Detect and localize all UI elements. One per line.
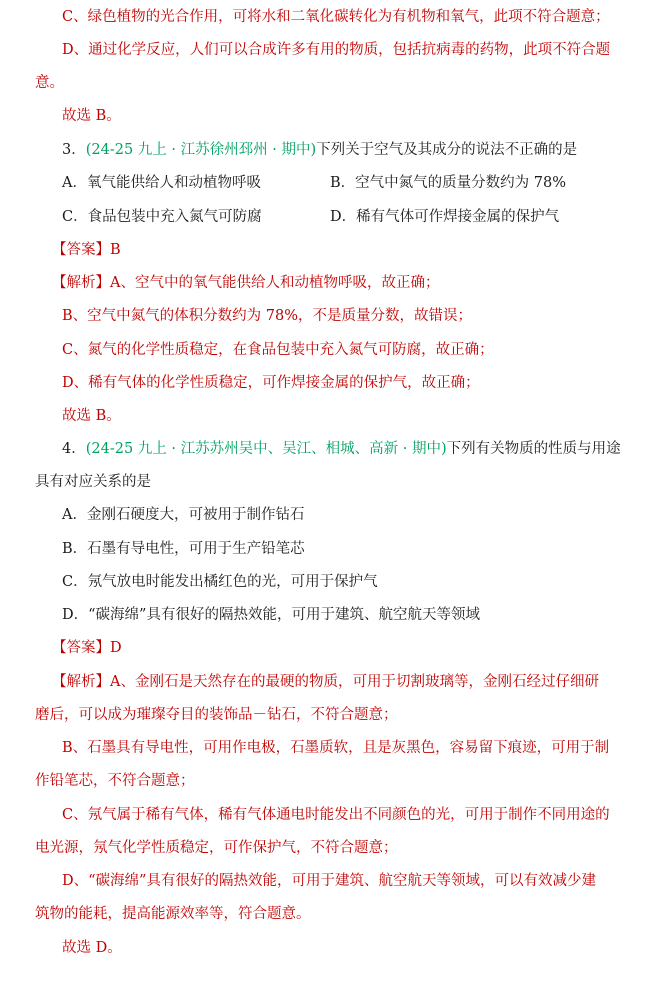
q4-option-a: A．金刚石硬度大，可被用于制作钻石: [62, 507, 305, 523]
q4-stem-line1: [62, 439, 621, 459]
q3-answer: 【答案】B: [52, 242, 121, 258]
q4-number: 4．: [62, 441, 86, 457]
q4-answer: 【答案】D: [52, 640, 122, 656]
q3-analysis-a-text: A、空气中的氧气能供给人和动植物呼吸，故正确；: [110, 275, 440, 291]
q3-option-d: D．稀有气体可作焊接金属的保护气: [330, 209, 560, 225]
q3-option-c: C．食品包装中充入氮气可防腐: [62, 209, 262, 225]
q3-analysis-a: [52, 273, 439, 293]
q2-option-d-explanation-line1: D、通过化学反应，人们可以合成许多有用的物质，包括抗病毒的药物，此项不符合题: [62, 42, 611, 58]
q4-analysis-a-text: A、金刚石是天然存在的最硬的物质，可用于切割玻璃等，金刚石经过仔细研: [110, 674, 599, 690]
q2-option-c-explanation: C、绿色植物的光合作用，可将水和二氧化碳转化为有机物和氧气，此项不符合题意；: [62, 9, 610, 25]
q3-number: 3．: [62, 142, 86, 158]
q3-option-a: A．氧气能供给人和动植物呼吸: [62, 175, 261, 191]
q3-stem-line: [62, 140, 577, 160]
q4-option-b: B．石墨有导电性，可用于生产铅笔芯: [62, 541, 305, 557]
q4-analysis-b-line2: 作铅笔芯，不符合题意；: [35, 773, 195, 789]
q4-analysis-label: 【解析】: [52, 674, 110, 690]
q4-conclusion: 故选 D。: [62, 940, 122, 956]
q4-analysis-c-line2: 电光源，氖气化学性质稳定，可作保护气，不符合题意；: [35, 840, 398, 856]
q4-source: (24-25 九上 · 江苏苏州吴中、吴江、相城、高新 · 期中): [85, 441, 447, 457]
q3-source: (24-25 九上 · 江苏徐州邳州 · 期中): [85, 142, 317, 158]
q4-stem-line2: 具有对应关系的是: [35, 474, 151, 490]
q2-conclusion: 故选 B。: [62, 108, 121, 124]
q4-option-c: C．氖气放电时能发出橘红色的光，可用于保护气: [62, 574, 378, 590]
q4-analysis-a-line2: 磨后，可以成为璀璨夺目的装饰品－钻石，不符合题意；: [35, 707, 398, 723]
q4-analysis-a-line1: [52, 672, 599, 692]
q3-analysis-label: 【解析】: [52, 275, 110, 291]
q3-conclusion: 故选 B。: [62, 408, 121, 424]
q3-analysis-c: C、氮气的化学性质稳定，在食品包装中充入氮气可防腐，故正确；: [62, 342, 494, 358]
q3-analysis-d: D、稀有气体的化学性质稳定，可作焊接金属的保护气，故正确；: [62, 375, 480, 391]
q4-analysis-d-line2: 筑物的能耗，提高能源效率等，符合题意。: [35, 906, 311, 922]
q2-option-d-explanation-line2: 意。: [35, 75, 64, 91]
q3-option-b: B．空气中氮气的质量分数约为 78%: [330, 175, 566, 191]
q4-analysis-d-line1: D、“碳海绵”具有很好的隔热效能，可用于建筑、航空航天等领域，可以有效减少建: [62, 873, 596, 889]
q3-stem: 下列关于空气及其成分的说法不正确的是: [316, 142, 578, 158]
q4-analysis-b-line1: B、石墨具有导电性，可用作电极，石墨质软，且是灰黑色，容易留下痕迹，可用于制: [62, 740, 610, 756]
q3-analysis-b: B、空气中氮气的体积分数约为 78%，不是质量分数，故错误；: [62, 308, 472, 324]
q4-analysis-c-line1: C、氖气属于稀有气体，稀有气体通电时能发出不同颜色的光，可用于制作不同用途的: [62, 807, 610, 823]
q4-option-d: D．“碳海绵”具有很好的隔热效能，可用于建筑、航空航天等领域: [62, 607, 480, 623]
q4-stem-part1: 下列有关物质的性质与用途: [446, 441, 621, 457]
